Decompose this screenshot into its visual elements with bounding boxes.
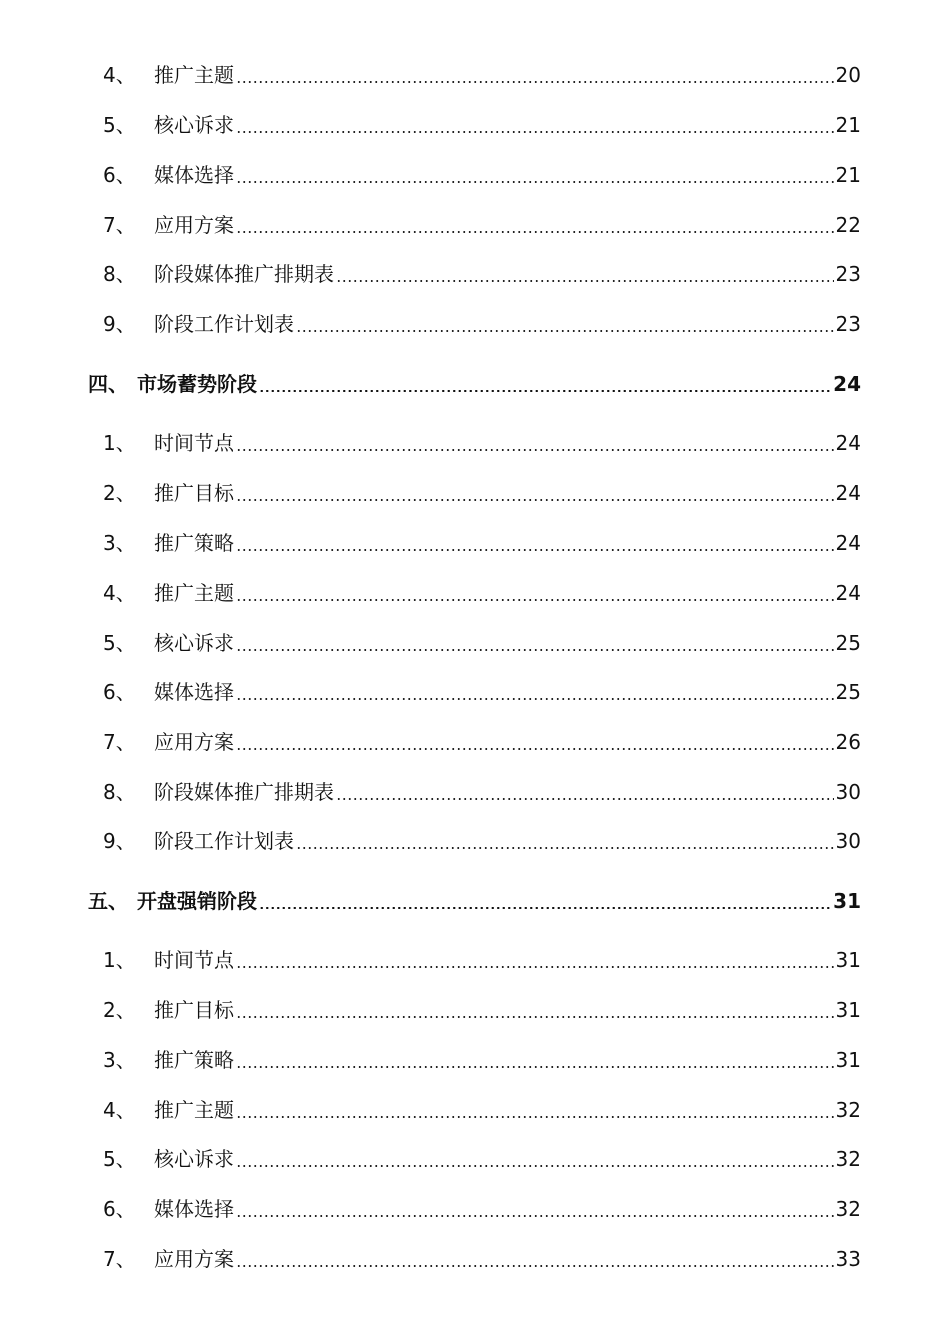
toc-entry-number: 1、 bbox=[103, 431, 136, 455]
toc-entry-page: 20 bbox=[835, 63, 861, 87]
toc-entry-title: 媒体选择 bbox=[154, 163, 234, 187]
dot-leader bbox=[236, 748, 834, 750]
toc-entry-number: 6、 bbox=[103, 680, 136, 704]
toc-entry[interactable] bbox=[103, 210, 861, 240]
toc-entry-number: 4、 bbox=[103, 63, 136, 87]
toc-entry[interactable] bbox=[103, 945, 861, 975]
toc-entry[interactable] bbox=[103, 677, 861, 707]
dot-leader bbox=[259, 390, 831, 392]
toc-entry[interactable] bbox=[103, 1095, 861, 1125]
toc-entry-page: 21 bbox=[835, 113, 861, 137]
toc-entry-title: 媒体选择 bbox=[154, 680, 234, 704]
toc-entry-number: 8、 bbox=[103, 262, 136, 286]
toc-entry-title: 推广主题 bbox=[154, 581, 234, 605]
dot-leader bbox=[236, 549, 834, 551]
toc-entry-title: 应用方案 bbox=[154, 1247, 234, 1271]
dot-leader bbox=[236, 649, 834, 651]
toc-entry-page: 25 bbox=[835, 631, 861, 655]
toc-entry-page: 24 bbox=[835, 431, 861, 455]
dot-leader bbox=[236, 599, 834, 601]
dot-leader bbox=[236, 1016, 834, 1018]
toc-section-number: 五、 bbox=[88, 889, 128, 913]
dot-leader bbox=[236, 181, 834, 183]
dot-leader bbox=[236, 231, 834, 233]
dot-leader bbox=[236, 1116, 834, 1118]
toc-entry-number: 6、 bbox=[103, 1197, 136, 1221]
toc-entry[interactable] bbox=[103, 160, 861, 190]
toc-entry-page: 33 bbox=[835, 1247, 861, 1271]
toc-entry-page: 31 bbox=[835, 998, 861, 1022]
toc-entry-number: 5、 bbox=[103, 113, 136, 137]
toc-entry[interactable] bbox=[103, 60, 861, 90]
toc-entry-number: 9、 bbox=[103, 312, 136, 336]
toc-section-entry[interactable] bbox=[88, 369, 861, 399]
toc-entry[interactable] bbox=[103, 1144, 861, 1174]
toc-entry[interactable] bbox=[103, 1194, 861, 1224]
dot-leader bbox=[236, 449, 834, 451]
dot-leader bbox=[236, 966, 834, 968]
toc-entry-page: 26 bbox=[835, 730, 861, 754]
toc-entry-number: 6、 bbox=[103, 163, 136, 187]
dot-leader bbox=[236, 698, 834, 700]
dot-leader bbox=[296, 847, 834, 849]
toc-entry[interactable] bbox=[103, 1045, 861, 1075]
toc-entry-title: 推广目标 bbox=[154, 998, 234, 1022]
dot-leader bbox=[336, 798, 834, 800]
toc-entry-page: 31 bbox=[835, 948, 861, 972]
toc-entry-title: 媒体选择 bbox=[154, 1197, 234, 1221]
toc-entry-page: 23 bbox=[835, 262, 861, 286]
toc-entry-title: 阶段工作计划表 bbox=[154, 312, 294, 336]
toc-entry-page: 32 bbox=[835, 1197, 861, 1221]
toc-entry-title: 核心诉求 bbox=[154, 631, 234, 655]
toc-entry-number: 9、 bbox=[103, 829, 136, 853]
toc-entry[interactable] bbox=[103, 628, 861, 658]
toc-entry-title: 时间节点 bbox=[154, 431, 234, 455]
toc-entry[interactable] bbox=[103, 309, 861, 339]
toc-section-title: 市场蓄势阶段 bbox=[137, 372, 257, 396]
toc-entry-title: 应用方案 bbox=[154, 730, 234, 754]
toc-entry-title: 阶段媒体推广排期表 bbox=[154, 780, 334, 804]
toc-entry-title: 推广主题 bbox=[154, 1098, 234, 1122]
toc-section-entry[interactable] bbox=[88, 886, 861, 916]
toc-section-page: 24 bbox=[833, 372, 861, 396]
toc-section-title: 开盘强销阶段 bbox=[137, 889, 257, 913]
toc-entry-title: 时间节点 bbox=[154, 948, 234, 972]
toc-entry-number: 4、 bbox=[103, 581, 136, 605]
toc-entry-page: 32 bbox=[835, 1147, 861, 1171]
toc-entry[interactable] bbox=[103, 777, 861, 807]
toc-entry-number: 7、 bbox=[103, 1247, 136, 1271]
toc-entry-page: 30 bbox=[835, 829, 861, 853]
toc-entry-page: 31 bbox=[835, 1048, 861, 1072]
toc-entry-number: 5、 bbox=[103, 1147, 136, 1171]
toc-entry[interactable] bbox=[103, 727, 861, 757]
toc-entry-page: 21 bbox=[835, 163, 861, 187]
toc-entry[interactable] bbox=[103, 428, 861, 458]
toc-entry-number: 8、 bbox=[103, 780, 136, 804]
toc-entry-number: 5、 bbox=[103, 631, 136, 655]
toc-entry-title: 应用方案 bbox=[154, 213, 234, 237]
toc-entry-number: 7、 bbox=[103, 213, 136, 237]
dot-leader bbox=[259, 907, 831, 909]
toc-entry-number: 4、 bbox=[103, 1098, 136, 1122]
toc-entry[interactable] bbox=[103, 995, 861, 1025]
toc-entry-title: 推广策略 bbox=[154, 531, 234, 555]
toc-section-number: 四、 bbox=[88, 372, 128, 396]
toc-entry[interactable] bbox=[103, 826, 861, 856]
toc-entry-title: 推广主题 bbox=[154, 63, 234, 87]
toc-entry[interactable] bbox=[103, 259, 861, 289]
toc-entry[interactable] bbox=[103, 1244, 861, 1274]
toc-entry-number: 1、 bbox=[103, 948, 136, 972]
toc-entry-number: 2、 bbox=[103, 998, 136, 1022]
toc-entry[interactable] bbox=[103, 110, 861, 140]
toc-entry-page: 24 bbox=[835, 581, 861, 605]
toc-entry-number: 3、 bbox=[103, 1048, 136, 1072]
toc-entry-page: 22 bbox=[835, 213, 861, 237]
toc-entry[interactable] bbox=[103, 478, 861, 508]
dot-leader bbox=[236, 499, 834, 501]
toc-entry-page: 25 bbox=[835, 680, 861, 704]
toc-entry-title: 核心诉求 bbox=[154, 1147, 234, 1171]
toc-entry-title: 阶段工作计划表 bbox=[154, 829, 294, 853]
toc-entry[interactable] bbox=[103, 578, 861, 608]
toc-entry-number: 3、 bbox=[103, 531, 136, 555]
toc-entry-page: 24 bbox=[835, 531, 861, 555]
toc-entry-page: 24 bbox=[835, 481, 861, 505]
toc-entry[interactable] bbox=[103, 528, 861, 558]
dot-leader bbox=[336, 280, 834, 282]
dot-leader bbox=[236, 81, 834, 83]
toc-entry-page: 32 bbox=[835, 1098, 861, 1122]
toc-entry-page: 23 bbox=[835, 312, 861, 336]
toc-entry-title: 核心诉求 bbox=[154, 113, 234, 137]
toc-entry-title: 阶段媒体推广排期表 bbox=[154, 262, 334, 286]
toc-entry-number: 2、 bbox=[103, 481, 136, 505]
toc-entry-page: 30 bbox=[835, 780, 861, 804]
dot-leader bbox=[236, 1265, 834, 1267]
dot-leader bbox=[236, 1165, 834, 1167]
dot-leader bbox=[236, 1215, 834, 1217]
toc-entry-title: 推广目标 bbox=[154, 481, 234, 505]
dot-leader bbox=[236, 1066, 834, 1068]
dot-leader bbox=[296, 330, 834, 332]
toc-entry-number: 7、 bbox=[103, 730, 136, 754]
toc-section-page: 31 bbox=[833, 889, 861, 913]
dot-leader bbox=[236, 131, 834, 133]
toc-entry-title: 推广策略 bbox=[154, 1048, 234, 1072]
